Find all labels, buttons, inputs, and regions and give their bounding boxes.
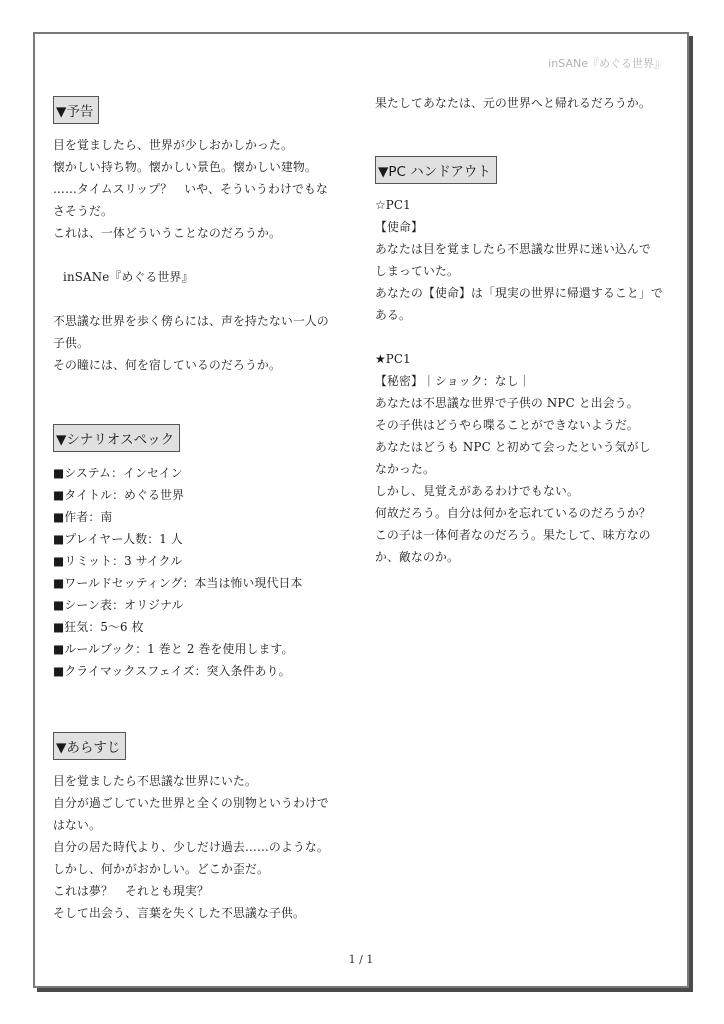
blank-line bbox=[53, 288, 353, 310]
handout-heading: ▼PC ハンドアウト bbox=[375, 156, 497, 184]
text-line: あなたの【使命】は「現実の世界に帰還すること」で bbox=[375, 286, 663, 300]
arasuji-section bbox=[53, 732, 353, 924]
spec-section bbox=[53, 424, 353, 682]
text-line: しかし、何かがおかしい。どこか歪だ。 bbox=[53, 862, 269, 876]
pc1-secret-label: ★PC1 bbox=[375, 352, 411, 366]
text-line: あなたは目を覚ましたら不思議な世界に迷い込んで bbox=[375, 242, 651, 256]
yokoku-body bbox=[53, 134, 353, 376]
text-line: これは、一体どういうことなのだろうか。 bbox=[53, 226, 281, 240]
text-line: 不思議な世界を歩く傍らには、声を持たない一人の bbox=[53, 314, 329, 328]
yokoku-section bbox=[53, 96, 353, 376]
scenario-title-line: inSANe『めぐる世界』 bbox=[63, 270, 194, 284]
text-line: あなたはどうも NPC と初めて会ったという気がし bbox=[375, 440, 651, 454]
text-line: 目を覚ましたら不思議な世界にいた。 bbox=[53, 774, 257, 788]
arasuji-body bbox=[53, 770, 353, 924]
text-line: しかし、見覚えがあるわけでもない。 bbox=[375, 484, 579, 498]
page-header: inSANe『めぐる世界』 bbox=[548, 57, 665, 70]
list-item: ■タイトル：めぐる世界 bbox=[53, 488, 185, 502]
text-line: さそうだ。 bbox=[53, 204, 113, 218]
text-line: ある。 bbox=[375, 308, 411, 322]
pc1-secret bbox=[375, 348, 675, 568]
list-item: ■ワールドセッティング：本当は怖い現代日本 bbox=[53, 576, 303, 590]
mission-label: 【使命】 bbox=[375, 220, 423, 234]
secret-label: 【秘密】｜ショック：なし｜ bbox=[375, 374, 531, 388]
list-item: ■クライマックスフェイズ：突入条件あり。 bbox=[53, 664, 291, 678]
text-line: 懐かしい持ち物。懐かしい景色。懐かしい建物。 bbox=[53, 160, 317, 174]
list-item: ■ルールブック：1 巻と 2 巻を使用します。 bbox=[53, 642, 294, 656]
text-line: この子は一体何者なのだろう。果たして、味方なの bbox=[375, 528, 651, 542]
blank-line bbox=[53, 244, 353, 266]
list-item: ■プレイヤー人数：1 人 bbox=[53, 532, 183, 546]
text-line: しまっていた。 bbox=[375, 264, 459, 278]
spec-heading: ▼シナリオスペック bbox=[53, 424, 180, 452]
text-line: 目を覚ましたら、世界が少しおかしかった。 bbox=[53, 138, 293, 152]
text-line: その瞳には、何を宿しているのだろうか。 bbox=[53, 358, 281, 372]
document-page bbox=[33, 32, 689, 988]
text-line: その子供はどうやら喋ることができないようだ。 bbox=[375, 418, 639, 432]
text-line: か、敵なのか。 bbox=[375, 550, 459, 564]
list-item: ■狂気：5〜6 枚 bbox=[53, 620, 144, 634]
text-line: 自分が過ごしていた世界と全くの別物というわけで bbox=[53, 796, 329, 810]
list-item: ■システム：インセイン bbox=[53, 466, 183, 480]
list-item: ■シーン表：オリジナル bbox=[53, 598, 184, 612]
text-line: 果たしてあなたは、元の世界へと帰れるだろうか。 bbox=[375, 96, 651, 110]
text-line: あなたは不思議な世界で子供の NPC と出会う。 bbox=[375, 396, 639, 410]
arasuji-heading: ▼あらすじ bbox=[53, 732, 126, 760]
text-line: 自分の居た時代より、少しだけ過去……のような。 bbox=[53, 840, 329, 854]
text-line: ……タイムスリップ？ いや、そういうわけでもな bbox=[53, 182, 328, 196]
text-line: そして出会う、言葉を失くした不思議な子供。 bbox=[53, 906, 305, 920]
text-line: はない。 bbox=[53, 818, 101, 832]
right-column bbox=[375, 96, 675, 568]
pc1-front-label: ☆PC1 bbox=[375, 198, 411, 212]
handout-section bbox=[375, 156, 675, 568]
text-line: なかった。 bbox=[375, 462, 435, 476]
yokoku-heading: ▼予告 bbox=[53, 96, 99, 124]
text-line: これは夢？ それとも現実？ bbox=[53, 884, 209, 898]
text-line: 子供。 bbox=[53, 336, 89, 350]
list-item: ■リミット：3 サイクル bbox=[53, 554, 183, 568]
list-item: ■作者：南 bbox=[53, 510, 113, 524]
pc1-front bbox=[375, 194, 675, 326]
arasuji-continuation bbox=[375, 92, 675, 114]
left-column bbox=[53, 96, 353, 924]
spec-list bbox=[53, 462, 353, 682]
text-line: 何故だろう。自分は何かを忘れているのだろうか？ bbox=[375, 506, 651, 520]
page-number: 1 / 1 bbox=[348, 953, 374, 966]
